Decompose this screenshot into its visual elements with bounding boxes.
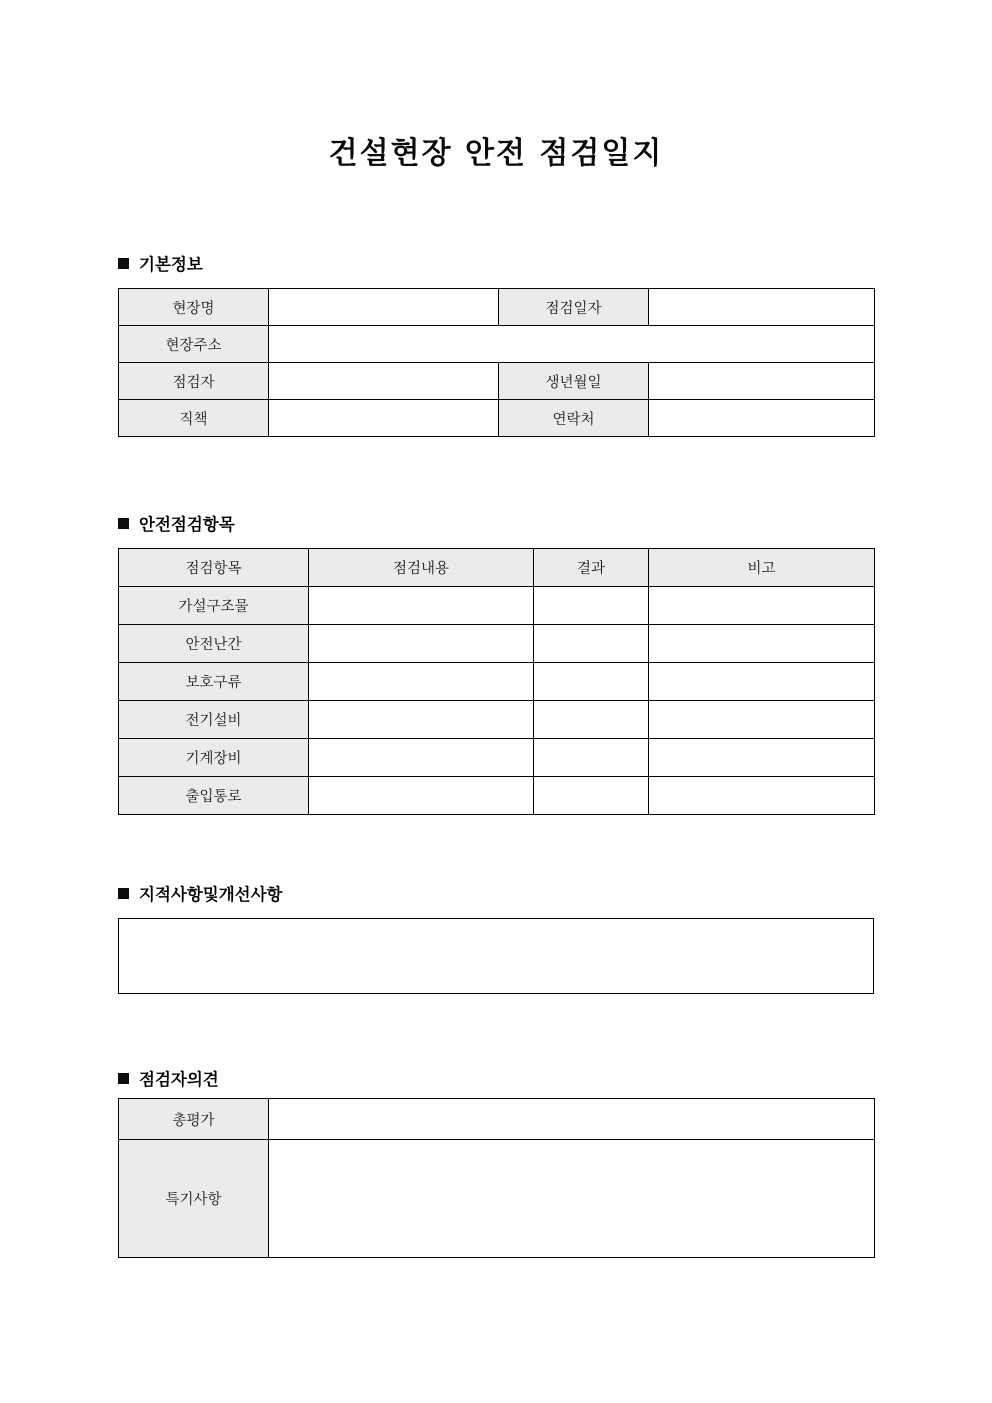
field-content-1[interactable] [309, 625, 534, 663]
table-row [119, 777, 875, 815]
row-label-machinery: 기계장비 [119, 739, 309, 777]
column-header-result: 결과 [534, 549, 649, 587]
table-row [119, 587, 875, 625]
section-heading-basic-info [118, 251, 203, 275]
basic-info-table [118, 288, 875, 437]
field-site-name[interactable] [269, 289, 499, 326]
field-note-0[interactable] [649, 587, 875, 625]
section-heading-basic-info-label: 기본정보 [139, 255, 203, 274]
label-position: 직책 [119, 400, 269, 437]
field-result-4[interactable] [534, 739, 649, 777]
field-note-3[interactable] [649, 701, 875, 739]
row-label-electrical-equipment: 전기설비 [119, 701, 309, 739]
column-header-item: 점검항목 [119, 549, 309, 587]
section-heading-inspector-opinion-label: 점검자의견 [139, 1070, 219, 1089]
field-content-4[interactable] [309, 739, 534, 777]
inspection-items-table [118, 548, 875, 815]
field-result-1[interactable] [534, 625, 649, 663]
page-title: 건설현장 안전 점검일지 [328, 136, 664, 171]
table-row [119, 363, 875, 400]
label-site-address: 현장주소 [119, 326, 269, 363]
label-contact: 연락처 [499, 400, 649, 437]
column-header-note: 비고 [649, 549, 875, 587]
field-birth-date[interactable] [649, 363, 875, 400]
row-label-protective-gear: 보호구류 [119, 663, 309, 701]
label-inspection-date: 점검일자 [499, 289, 649, 326]
field-content-2[interactable] [309, 663, 534, 701]
table-row [119, 400, 875, 437]
field-position[interactable] [269, 400, 499, 437]
table-row [119, 289, 875, 326]
field-content-0[interactable] [309, 587, 534, 625]
findings-textarea[interactable] [118, 918, 874, 994]
square-bullet-icon [118, 258, 129, 269]
field-result-3[interactable] [534, 701, 649, 739]
section-heading-inspector-opinion [118, 1066, 219, 1090]
field-note-4[interactable] [649, 739, 875, 777]
field-inspector[interactable] [269, 363, 499, 400]
label-inspector: 점검자 [119, 363, 269, 400]
field-inspection-date[interactable] [649, 289, 875, 326]
label-birth-date: 생년월일 [499, 363, 649, 400]
table-row [119, 701, 875, 739]
field-overall-evaluation[interactable] [269, 1099, 875, 1140]
section-heading-findings-label: 지적사항및개선사항 [139, 885, 283, 904]
square-bullet-icon [118, 888, 129, 899]
field-note-2[interactable] [649, 663, 875, 701]
table-header-row [119, 549, 875, 587]
table-row [119, 326, 875, 363]
table-row [119, 1140, 875, 1258]
field-content-3[interactable] [309, 701, 534, 739]
section-heading-inspection-items [118, 511, 235, 535]
section-heading-findings [118, 881, 282, 905]
field-special-notes[interactable] [269, 1140, 875, 1258]
square-bullet-icon [118, 1073, 129, 1084]
table-row [119, 1099, 875, 1140]
table-row [119, 739, 875, 777]
label-site-name: 현장명 [119, 289, 269, 326]
row-label-safety-railing: 안전난간 [119, 625, 309, 663]
field-contact[interactable] [649, 400, 875, 437]
field-note-1[interactable] [649, 625, 875, 663]
field-note-5[interactable] [649, 777, 875, 815]
table-row [119, 663, 875, 701]
section-heading-inspection-items-label: 안전점검항목 [139, 515, 235, 534]
field-result-5[interactable] [534, 777, 649, 815]
field-site-address[interactable] [269, 326, 875, 363]
field-content-5[interactable] [309, 777, 534, 815]
field-result-2[interactable] [534, 663, 649, 701]
field-result-0[interactable] [534, 587, 649, 625]
row-label-temporary-structure: 가설구조물 [119, 587, 309, 625]
inspector-opinion-table [118, 1098, 875, 1258]
label-overall-evaluation: 총평가 [119, 1099, 269, 1140]
label-special-notes: 특기사항 [119, 1140, 269, 1258]
table-row [119, 625, 875, 663]
row-label-access-route: 출입통로 [119, 777, 309, 815]
column-header-content: 점검내용 [309, 549, 534, 587]
square-bullet-icon [118, 518, 129, 529]
